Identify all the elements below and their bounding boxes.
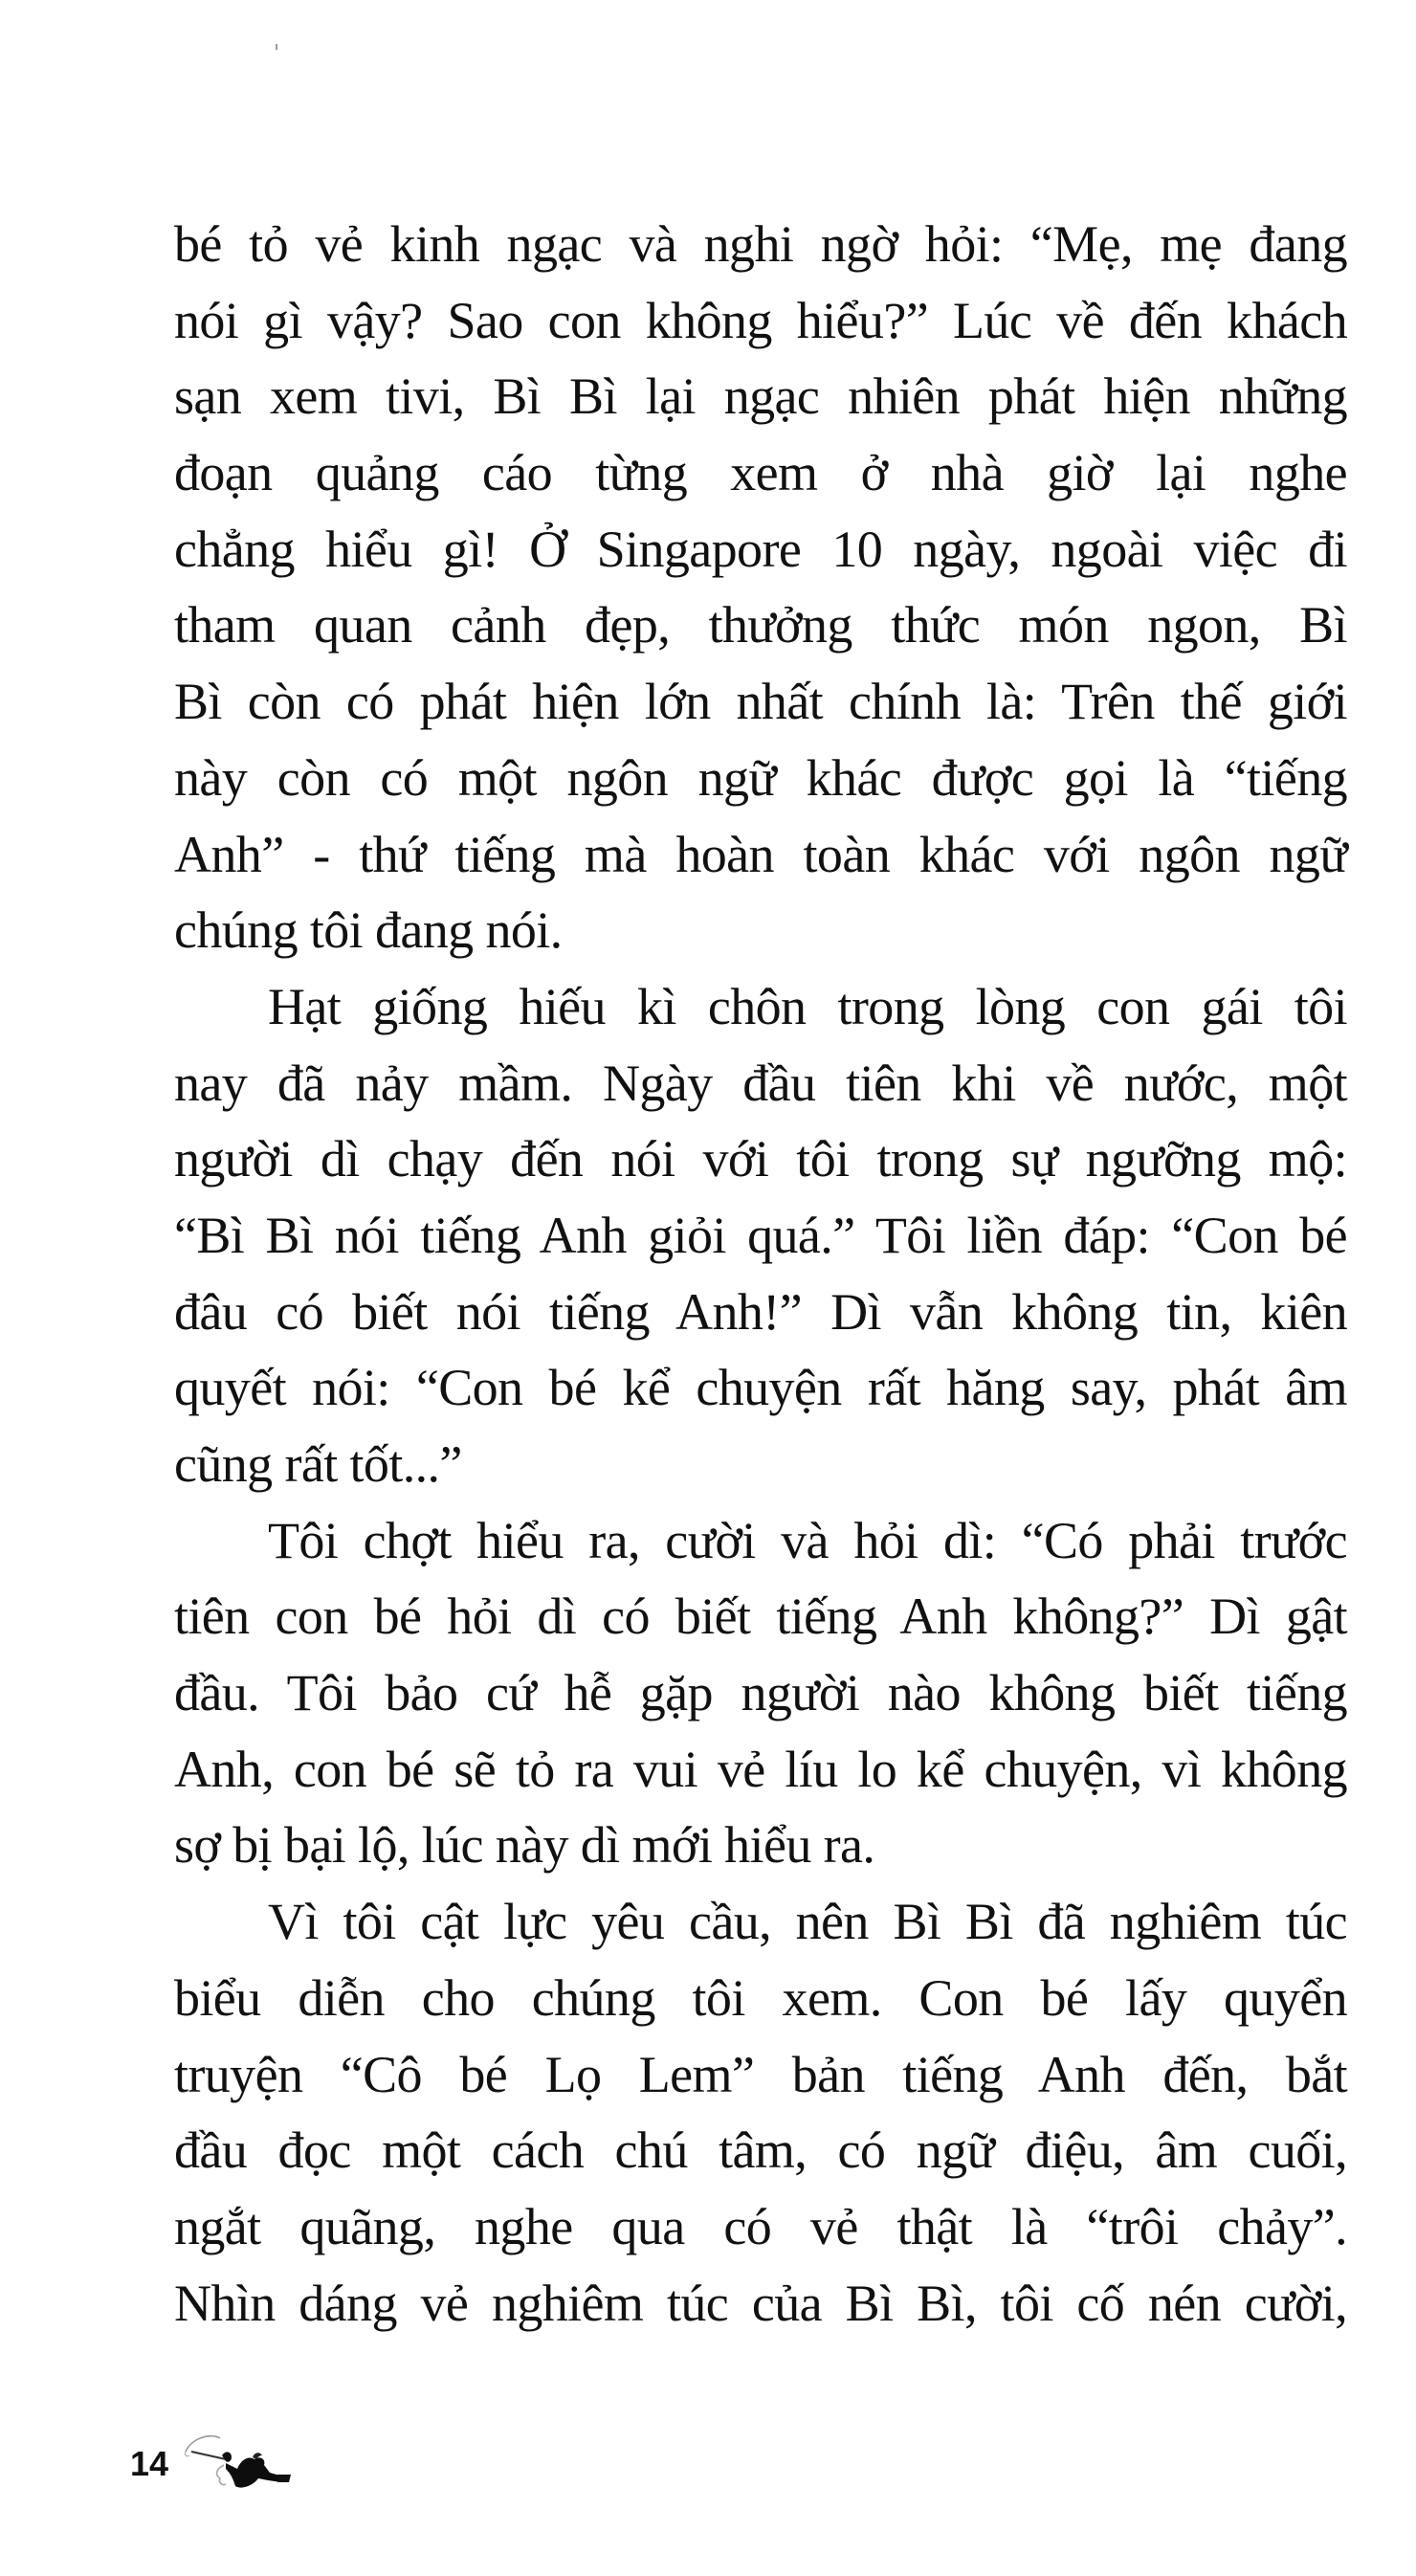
text-line: Anh, con bé sẽ tỏ ra vui vẻ líu lo kể chuyện, vì không [174, 1740, 1347, 1798]
text-line: quyết nói: “Con bé kể chuyện rất hăng say, phát âm [174, 1359, 1347, 1417]
text-line: cũng rất tốt...” [174, 1435, 462, 1493]
text-line: nói gì vậy? Sao con không hiểu?” Lúc về đến khách [174, 291, 1347, 349]
text-line: đầu đọc một cách chú tâm, có ngữ điệu, âm cuối, [174, 2121, 1347, 2180]
text-line: này còn có một ngôn ngữ khác được gọi là “tiếng [174, 748, 1347, 807]
text-line: nay đã nảy mầm. Ngày đầu tiên khi về nước, một [174, 1054, 1347, 1112]
paragraph [174, 1503, 1347, 1884]
text-line: Nhìn dáng vẻ nghiêm túc của Bì Bì, tôi cố nén cười, [174, 2274, 1347, 2332]
text-line: truyện “Cô bé Lọ Lem” bản tiếng Anh đến, bắt [174, 2045, 1347, 2103]
text-line: “Bì Bì nói tiếng Anh giỏi quá.” Tôi liền đáp: “Con bé [174, 1206, 1347, 1264]
text-line: Hạt giống hiếu kì chôn trong lòng con gái tôi [268, 977, 1347, 1035]
paragraph [174, 207, 1347, 969]
text-line: Tôi chợt hiểu ra, cười và hỏi dì: “Có phải trước [268, 1511, 1347, 1569]
scan-mark [276, 44, 277, 50]
text-line: tham quan cảnh đẹp, thưởng thức món ngon, Bì [174, 596, 1347, 655]
text-line: người dì chạy đến nói với tôi trong sự ngưỡng mộ: [174, 1130, 1347, 1188]
child-with-kite-icon [178, 2431, 293, 2494]
paragraph [174, 1884, 1347, 2342]
text-line: sợ bị bại lộ, lúc này dì mới hiểu ra. [174, 1816, 875, 1875]
text-line: đâu có biết nói tiếng Anh!” Dì vẫn không tin, kiên [174, 1282, 1347, 1341]
text-line: đầu. Tôi bảo cứ hễ gặp người nào không biết tiếng [174, 1664, 1347, 1722]
text-line: Bì còn có phát hiện lớn nhất chính là: Trên thế giới [174, 673, 1347, 731]
text-line: biểu diễn cho chúng tôi xem. Con bé lấy quyển [174, 1968, 1347, 2027]
body-text [174, 207, 1347, 2342]
page-number: 14 [130, 2444, 169, 2483]
page-footer [130, 2429, 293, 2496]
text-line: Vì tôi cật lực yêu cầu, nên Bì Bì đã nghiêm túc [268, 1893, 1347, 1951]
text-line: chẳng hiểu gì! Ở Singapore 10 ngày, ngoài việc đi [174, 520, 1347, 578]
text-line: bé tỏ vẻ kinh ngạc và nghi ngờ hỏi: “Mẹ, mẹ đang [174, 215, 1347, 273]
text-line: tiên con bé hỏi dì có biết tiếng Anh không?” Dì gật [174, 1588, 1347, 1646]
text-line: đoạn quảng cáo từng xem ở nhà giờ lại nghe [174, 444, 1347, 502]
text-line: ngắt quãng, nghe qua có vẻ thật là “trôi chảy”. [174, 2197, 1347, 2255]
paragraph [174, 969, 1347, 1503]
text-line: Anh” - thứ tiếng mà hoàn toàn khác với ngôn ngữ [174, 825, 1347, 883]
text-line: sạn xem tivi, Bì Bì lại ngạc nhiên phát hiện những [174, 367, 1347, 426]
text-line: chúng tôi đang nói. [174, 901, 563, 960]
